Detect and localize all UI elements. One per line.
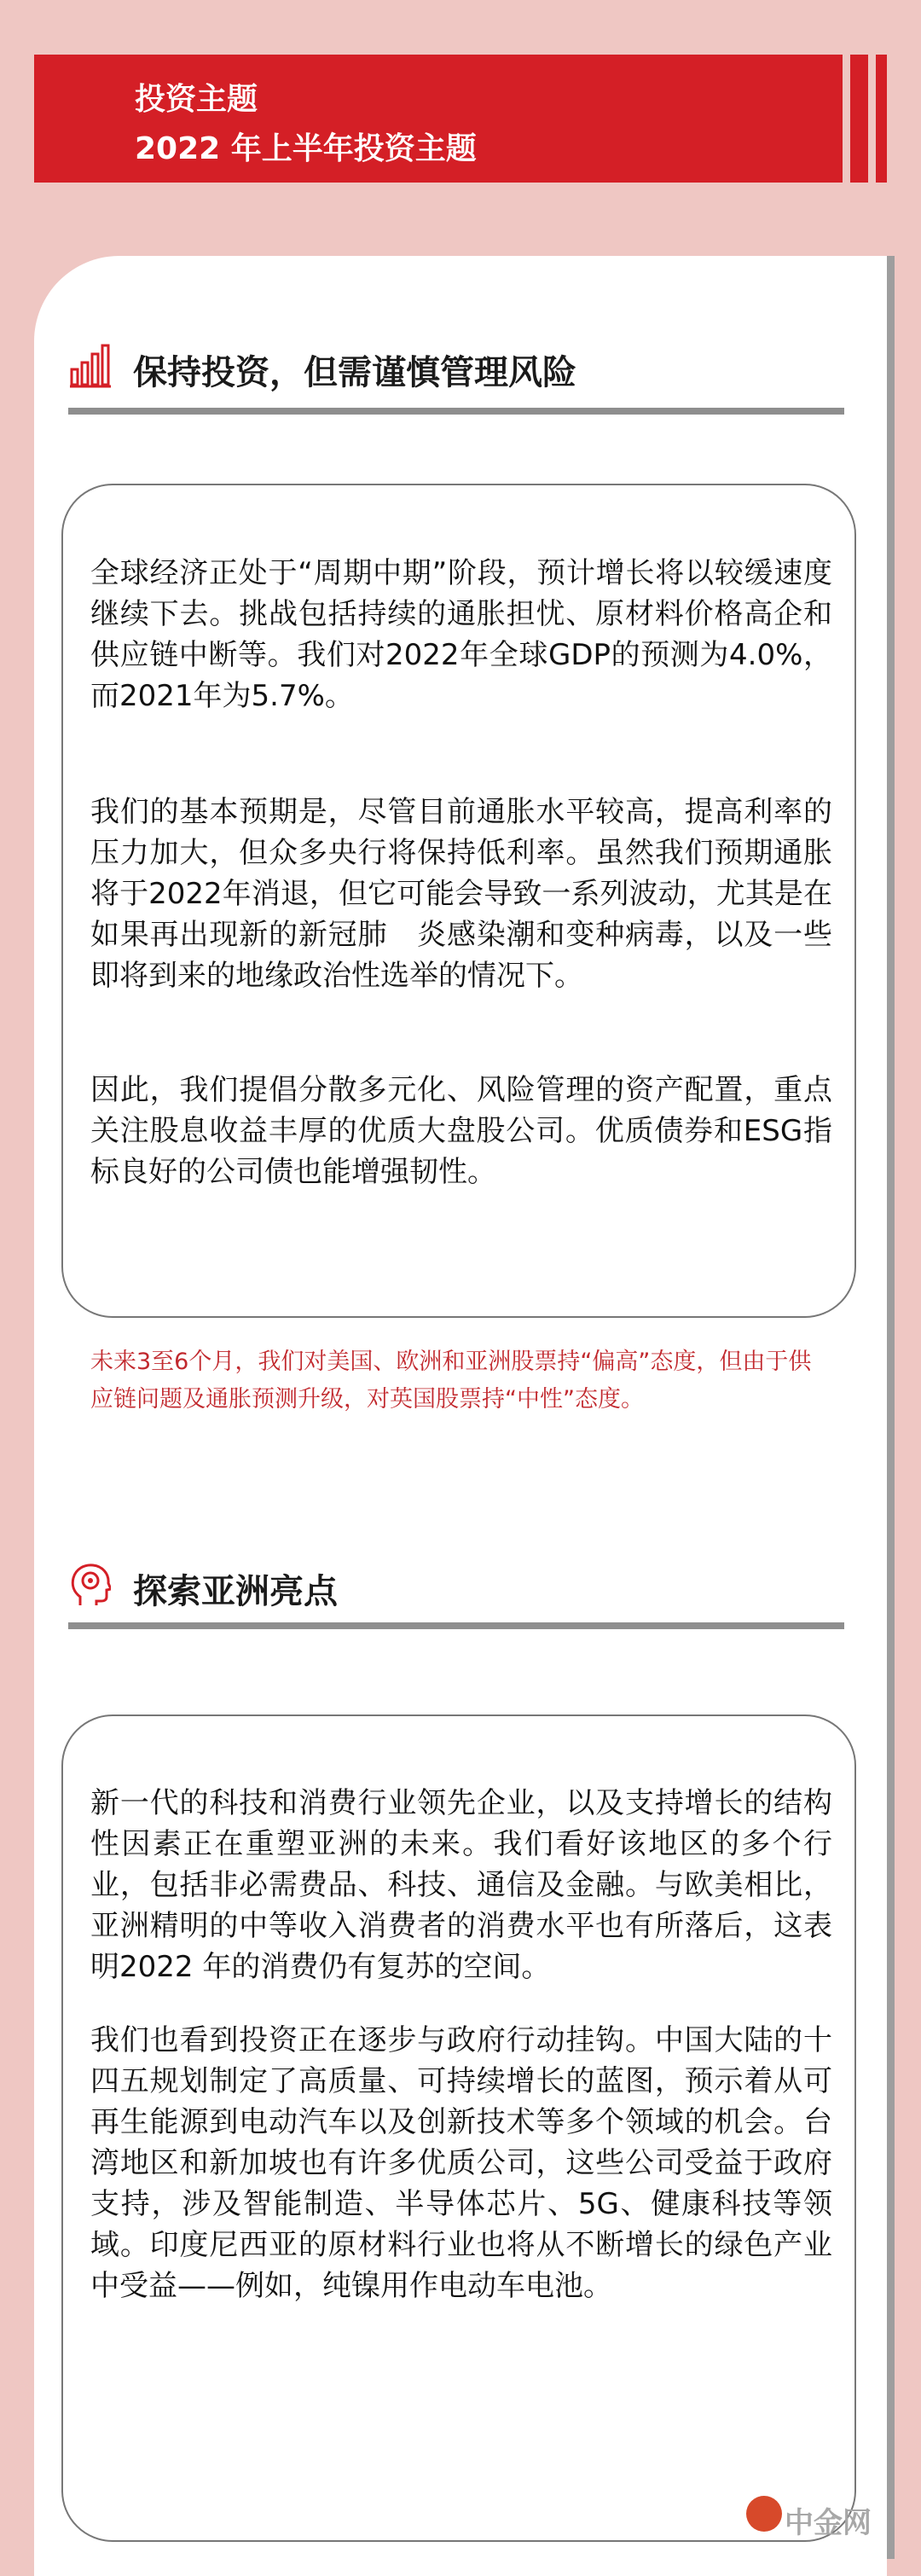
banner-subtitle: 2022 年上半年投资主题 — [135, 131, 477, 166]
card-shadow — [887, 256, 895, 2559]
section-divider — [68, 408, 844, 415]
watermark-logo-icon — [746, 2496, 782, 2532]
paragraph: 因此，我们提倡分散多元化、风险管理的资产配置，重点关注股息收益丰厚的优质大盘股公司。优质债券和ESG指标良好的公司债也能增强韧性。 — [90, 1073, 832, 1189]
header-banner — [34, 55, 887, 183]
section-title: 探索亚洲亮点 — [133, 1572, 338, 1611]
paragraph: 新一代的科技和消费行业领先企业，以及支持增长的结构性因素正在重塑亚洲的未来。我们看好该地区的多个行业，包括非必需费品、科技、通信及金融。与欧美相比，亚洲精明的中等收入消费者的消费水平也有所落后，这表明2022 年的消费仍有复苏的空间。 — [90, 1786, 832, 1984]
paragraph: 我们也看到投资正在逐步与政府行动挂钩。中国大陆的十四五规划制定了高质量、可持续增长的蓝图，预示着从可再生能源到电动汽车以及创新技术等多个领域的机会。台湾地区和新加坡也有许多优质公司，这些公司受益于政府支持，涉及智能制造、半导体芯片、5G、健康科技等领域。印度尼西亚的原材料行业也将从不断增长的绿色产业中受益——例如，纯镍用作电动车电池。 — [90, 2023, 832, 2303]
bar-chart-icon — [70, 344, 111, 388]
banner-title: 投资主题 — [135, 82, 258, 117]
section-title: 保持投资，但需谨慎管理风险 — [133, 353, 576, 392]
paragraph: 我们的基本预期是，尽管目前通胀水平较高，提高利率的压力加大，但众多央行将保持低利率。虽然我们预期通胀将于2022年消退，但它可能会导致一系列波动，尤其是在如果再出现新的新冠肺 炎感染潮和变种病毒，以及一些即将到来的地缘政治性选举的情况下。 — [90, 795, 832, 993]
paragraph: 全球经济正处于“周期中期”阶段，预计增长将以较缓速度继续下去。挑战包括持续的通胀担忧、原材料价格高企和供应链中断等。我们对2022年全球GDP的预测为4.0%，而2021年为5.7%。 — [90, 556, 832, 713]
banner-stripe — [843, 55, 850, 183]
head-idea-icon — [70, 1563, 111, 1607]
section-divider — [68, 1622, 844, 1629]
highlight-note: 未来3至6个月，我们对美国、欧洲和亚洲股票持“偏高”态度，但由于供应链问题及通胀预测升级，对英国股票持“中性”态度。 — [90, 1349, 812, 1413]
watermark: 中金网 — [785, 2506, 872, 2540]
banner-stripe — [868, 55, 876, 183]
